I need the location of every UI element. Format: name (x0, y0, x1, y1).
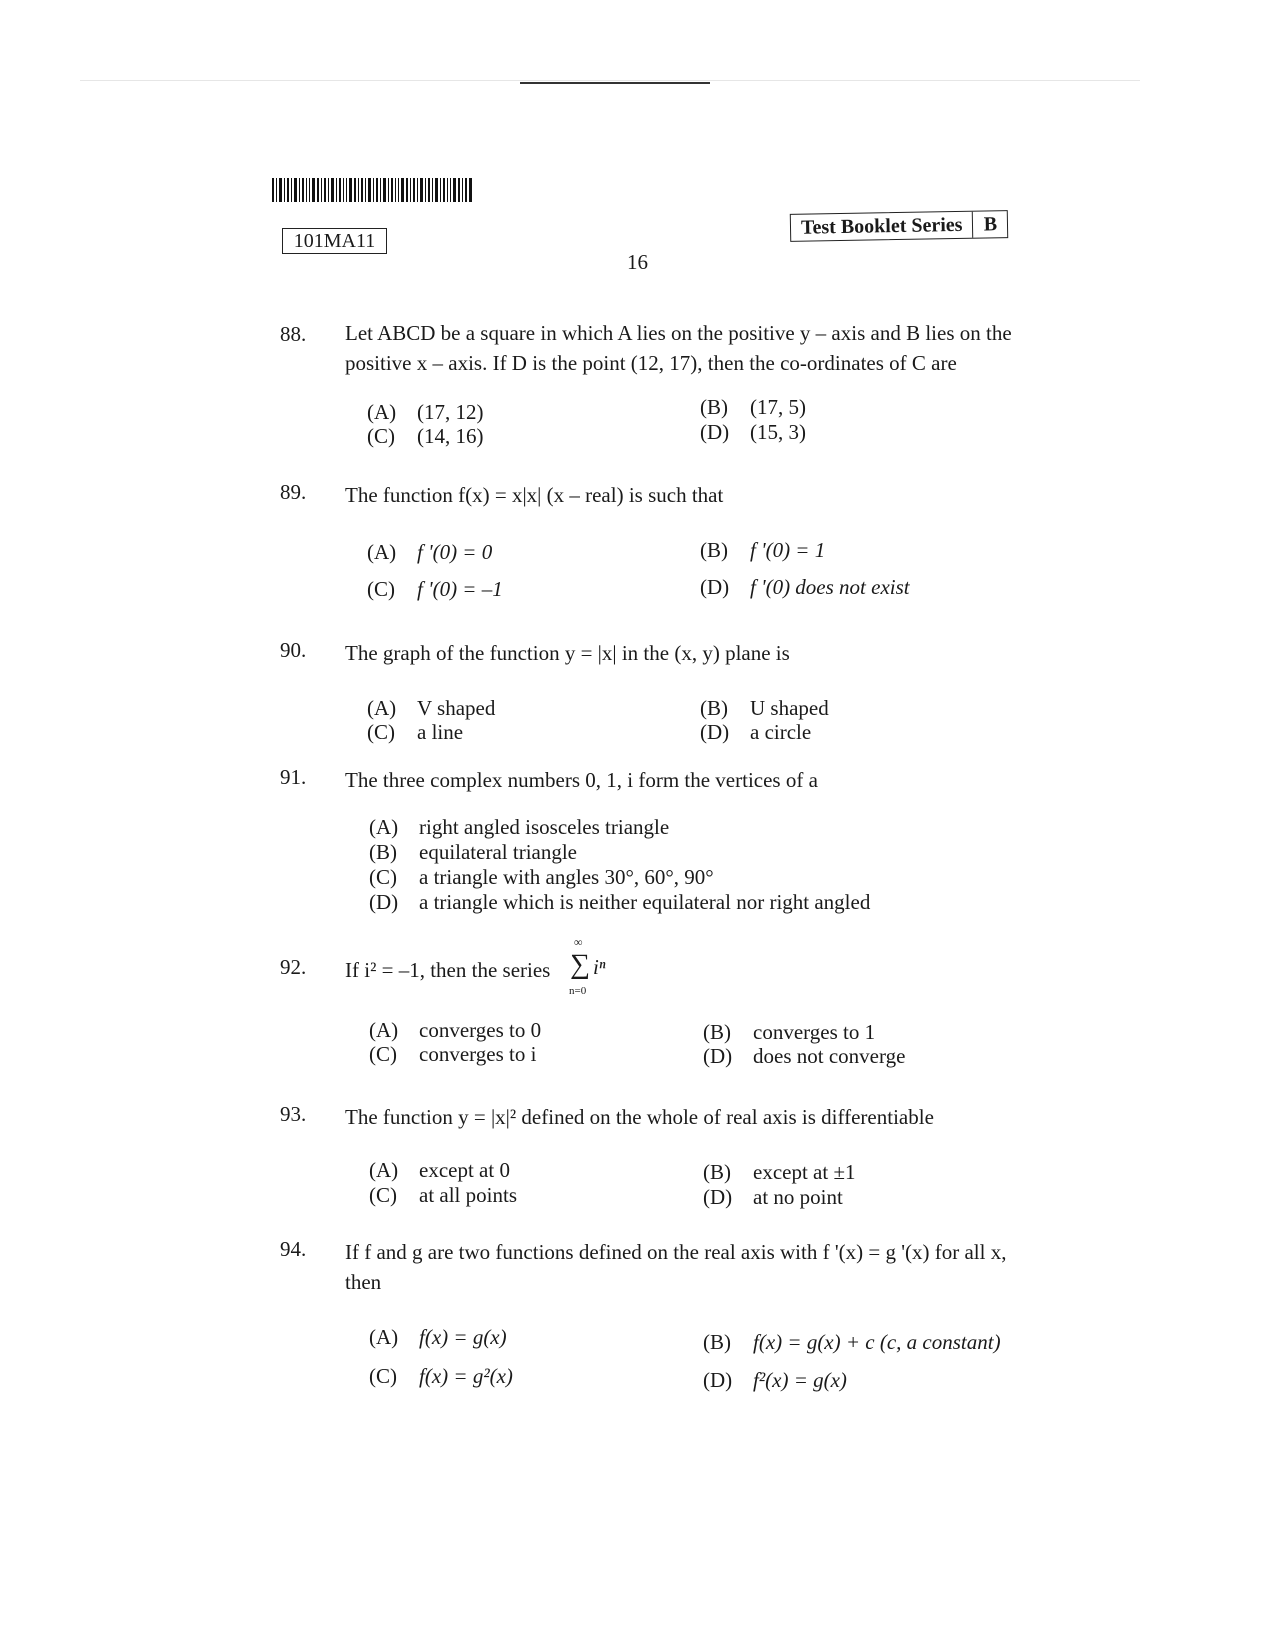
booklet-code: 101MA11 (282, 228, 387, 254)
option-94-a[interactable]: (A) f(x) = g(x) (369, 1325, 507, 1349)
option-89-c[interactable]: (C) f '(0) = –1 (367, 577, 503, 601)
option-92-d[interactable]: (D) does not converge (703, 1044, 906, 1068)
option-88-c[interactable]: (C) (14, 16) (367, 424, 484, 448)
series-lower: n=0 (569, 985, 587, 997)
question-number: 92. (280, 955, 307, 979)
option-91-b[interactable]: (B) equilateral triangle (369, 840, 578, 864)
scan-edge (80, 80, 1140, 81)
question-number: 89. (280, 480, 307, 504)
option-91-c[interactable]: (C) a triangle with angles 30°, 60°, 90° (369, 865, 714, 889)
option-91-a[interactable]: (A) right angled isosceles triangle (369, 815, 670, 839)
question-text: If i² = –1, then the series (345, 958, 551, 982)
option-94-c[interactable]: (C) f(x) = g²(x) (369, 1364, 513, 1388)
option-93-b[interactable]: (B) except at ±1 (703, 1160, 856, 1184)
question-number: 93. (280, 1102, 307, 1126)
option-94-d[interactable]: (D) f²(x) = g(x) (703, 1368, 847, 1392)
test-booklet-series (790, 210, 1009, 242)
option-90-a[interactable]: (A) V shaped (367, 696, 496, 720)
option-88-a[interactable]: (A) (17, 12) (367, 400, 484, 424)
option-92-a[interactable]: (A) converges to 0 (369, 1018, 542, 1042)
option-89-a[interactable]: (A) f '(0) = 0 (367, 540, 493, 564)
question-number: 91. (280, 765, 307, 789)
page-number: 16 (627, 250, 648, 274)
option-93-a[interactable]: (A) except at 0 (369, 1158, 510, 1182)
option-88-b[interactable]: (B) (17, 5) (700, 395, 806, 419)
option-94-b[interactable]: (B) f(x) = g(x) + c (c, a constant) (703, 1330, 1001, 1354)
option-93-c[interactable]: (C) at all points (369, 1183, 517, 1207)
option-93-d[interactable]: (D) at no point (703, 1185, 843, 1209)
series-upper: ∞ (574, 935, 583, 949)
option-92-b[interactable]: (B) converges to 1 (703, 1020, 876, 1044)
question-text: If f and g are two functions defined on the real axis with f '(x) = g '(x) for all x, then (345, 1240, 1007, 1294)
question-text: The function f(x) = x|x| (x – real) is such that (345, 483, 724, 507)
option-89-d[interactable]: (D) f '(0) does not exist (700, 575, 910, 599)
option-91-d[interactable]: (D) a triangle which is neither equilateral nor right angled (369, 890, 871, 914)
question-text: The three complex numbers 0, 1, i form the vertices of a (345, 768, 818, 792)
question-number: 88. (280, 322, 307, 346)
barcode (272, 178, 472, 202)
summation-sign: ∑ (570, 949, 590, 980)
option-92-c[interactable]: (C) converges to i (369, 1042, 537, 1066)
option-90-d[interactable]: (D) a circle (700, 720, 812, 744)
question-number: 90. (280, 638, 307, 662)
question-text: The function y = |x|² defined on the whole of real axis is differentiable (345, 1105, 934, 1129)
question-number: 94. (280, 1237, 307, 1261)
series-value: B (972, 211, 1007, 238)
series-term: iⁿ (593, 955, 606, 979)
question-text: The graph of the function y = |x| in the (x, y) plane is (345, 641, 790, 665)
option-88-d[interactable]: (D) (15, 3) (700, 420, 806, 444)
series-label: Test Booklet Series (800, 213, 963, 239)
option-89-b[interactable]: (B) f '(0) = 1 (700, 538, 826, 562)
option-90-c[interactable]: (C) a line (367, 720, 464, 744)
option-90-b[interactable]: (B) U shaped (700, 696, 829, 720)
question-text: Let ABCD be a square in which A lies on the positive y – axis and B lies on the positive x – axis. If D is the point (12, 17), then the co-ordinates of C are (345, 321, 1012, 375)
top-rule (520, 82, 710, 84)
